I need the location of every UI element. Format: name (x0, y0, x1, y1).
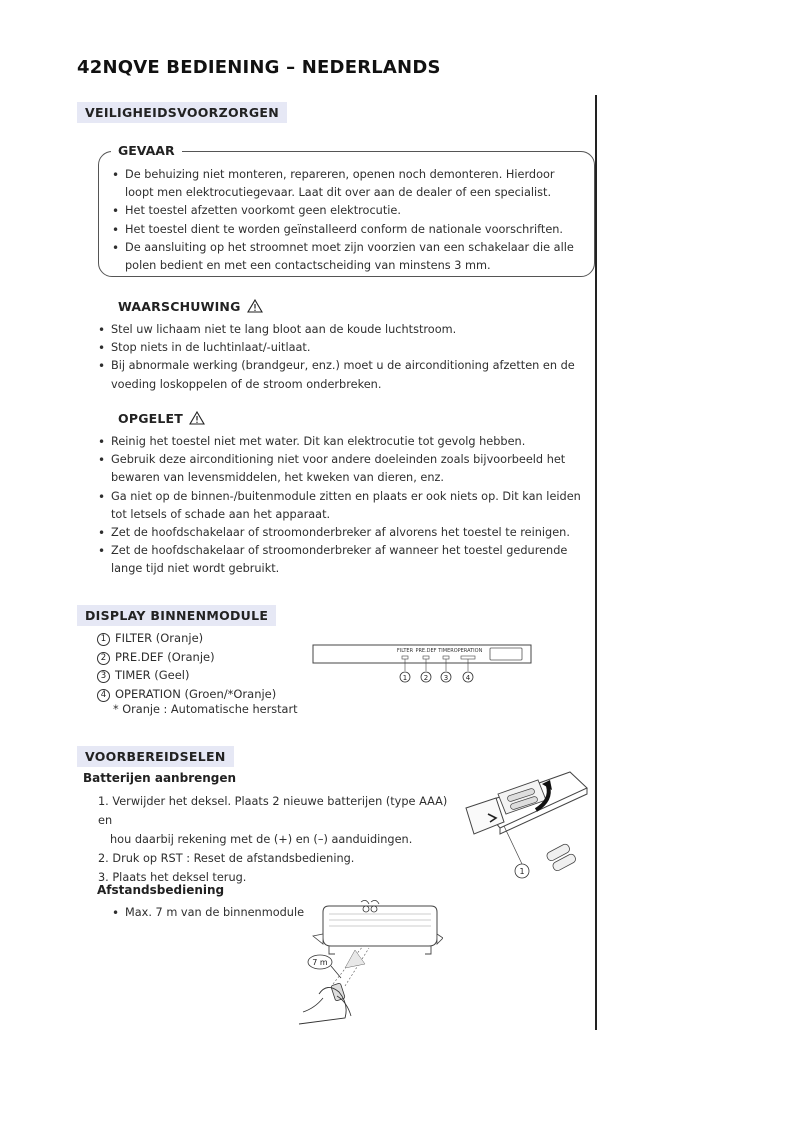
display-panel-diagram (312, 640, 534, 686)
panel-number-4: 4 (465, 674, 471, 682)
panel-number-1: 1 (402, 674, 408, 682)
panel-number-2: 2 (423, 674, 429, 682)
list-item: • Bij abnormale werking (brandgeur, enz.) moet u de airconditioning afzetten en de voeding loskoppelen of de stroom onderbreken. (97, 357, 589, 393)
list-item: • Zet de hoofdschakelaar of stroomonderbreker af alvorens het toestel te reinigen. (97, 524, 589, 542)
display-note: * Oranje : Automatische herstart (113, 703, 298, 716)
batteries-steps (98, 792, 448, 887)
item-number: 1 (97, 633, 110, 646)
section-header-safety: VEILIGHEIDSVOORZORGEN (77, 102, 287, 123)
panel-label-filter: FILTER (396, 648, 414, 654)
panel-label-operation: OPERATION (453, 648, 483, 654)
waarschuwing-list (97, 321, 589, 394)
opgelet-label: OPGELET (118, 411, 184, 426)
section-header-display: DISPLAY BINNENMODULE (77, 605, 276, 626)
item-text: OPERATION (Groen/*Oranje) (115, 686, 277, 701)
warning-triangle-icon (247, 299, 263, 313)
panel-label-predef: PRE.DEF (415, 648, 437, 654)
gevaar-list (111, 166, 583, 275)
list-item: 1. Verwijder het deksel. Plaats 2 nieuwe batterijen (type AAA) en (98, 795, 448, 827)
list-item (97, 648, 276, 667)
list-item: • Reinig het toestel niet met water. Dit kan elektrocutie tot gevolg hebben. (97, 433, 589, 451)
list-item: • Stop niets in de luchtinlaat/-uitlaat. (97, 339, 589, 357)
page-title: 42NQVE BEDIENING – NEDERLANDS (77, 57, 441, 78)
list-item: 3. Plaats het deksel terug. (98, 871, 247, 884)
opgelet-heading (118, 411, 205, 426)
item-number: 3 (97, 670, 110, 683)
waarschuwing-label: WAARSCHUWING (118, 299, 241, 314)
list-item: • Het toestel afzetten voorkomt geen elektrocutie. (111, 202, 583, 220)
item-text: FILTER (Oranje) (115, 631, 204, 645)
remote-range-illustration (293, 898, 443, 1026)
list-item: hou daarbij rekening met de (+) en (–) aanduidingen. (110, 833, 413, 846)
display-list (97, 629, 276, 703)
list-item (97, 685, 276, 704)
waarschuwing-heading (118, 299, 263, 314)
list-item: • Max. 7 m van de binnenmodule (111, 904, 311, 922)
list-item: • Ga niet op de binnen-/buitenmodule zitten en plaats er ook niets op. Dit kan leiden tot letsels of schade aan het apparaat. (97, 488, 589, 524)
list-item (97, 666, 276, 685)
margin-rule (595, 95, 597, 1030)
list-item (97, 629, 276, 648)
batteries-title: Batterijen aanbrengen (83, 771, 237, 785)
panel-label-timer: TIMER (438, 648, 454, 654)
item-number: 2 (97, 652, 110, 665)
list-item: • Gebruik deze airconditioning niet voor andere doeleinden zoals bijvoorbeeld het bewaren van levensmiddelen, het kweken van dieren, enz. (97, 451, 589, 487)
list-item: 2. Druk op RST : Reset de afstandsbediening. (98, 852, 355, 865)
warning-triangle-icon (189, 411, 205, 425)
callout-number: 1 (519, 867, 525, 876)
remote-list (111, 904, 311, 922)
item-text: TIMER (Geel) (115, 668, 190, 682)
distance-label: 7 m (312, 958, 328, 967)
list-item: • Zet de hoofdschakelaar of stroomonderbreker af wanneer het toestel gedurende lange tijd niet wordt gebruikt. (97, 542, 589, 578)
item-text: PRE.DEF (Oranje) (115, 649, 215, 664)
list-item: • Stel uw lichaam niet te lang bloot aan de koude luchtstroom. (97, 321, 589, 339)
list-item: • De aansluiting op het stroomnet moet zijn voorzien van een schakelaar die alle polen bedient en met een contactscheiding van minstens 3 mm. (111, 239, 583, 275)
opgelet-list (97, 433, 589, 579)
remote-title: Afstandsbediening (97, 883, 225, 897)
panel-number-3: 3 (443, 674, 449, 682)
battery-insertion-illustration (460, 768, 590, 886)
list-item: • De behuizing niet monteren, repareren, openen noch demonteren. Hierdoor loopt men elektrocutiegevaar. Laat dit over aan de dealer of een specialist. (111, 166, 583, 202)
section-header-prep: VOORBEREIDSELEN (77, 746, 234, 767)
list-item: • Het toestel dient te worden geïnstalleerd conform de nationale voorschriften. (111, 221, 583, 239)
item-number: 4 (97, 689, 110, 702)
gevaar-label: GEVAAR (111, 143, 182, 158)
